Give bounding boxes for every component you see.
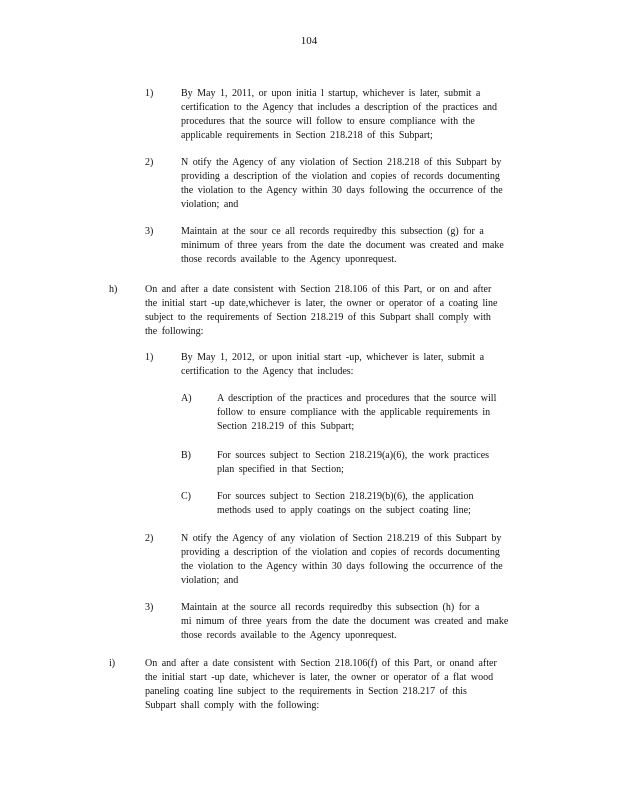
text-line: those records available to the Agency uponrequest. — [181, 630, 397, 641]
text-line: the initial start -up date,whichever is later, the owner or operator of a coating line — [145, 298, 498, 309]
text-line: A description of the practices and procedures that the source will — [217, 393, 497, 404]
item-text — [181, 532, 551, 588]
text-line: those records available to the Agency uponrequest. — [181, 254, 397, 265]
text-line: certification to the Agency that includes: — [181, 366, 354, 377]
text-line: providing a description of the violation and copies of records documenting — [181, 547, 500, 558]
item-marker: 3) — [145, 602, 154, 613]
text-line: For sources subject to Section 218.219(b)(6), the application — [217, 491, 474, 502]
item-text — [217, 449, 537, 477]
text-line: the violation to the Agency within 30 days following the occurrence of the — [181, 185, 503, 196]
item-text — [145, 657, 545, 713]
item-text — [181, 156, 551, 212]
item-text — [181, 225, 551, 267]
item-marker: B) — [181, 450, 191, 461]
text-line: procedures that the source will follow to ensure compliance with the — [181, 116, 475, 127]
item-text — [181, 87, 551, 143]
text-line: mi nimum of three years from the date the document was created and make — [181, 616, 509, 627]
item-marker: A) — [181, 393, 192, 404]
text-line: On and after a date consistent with Section 218.106(f) of this Part, or onand after — [145, 658, 497, 669]
text-line: plan specified in that Section; — [217, 464, 344, 475]
text-line: the following: — [145, 326, 204, 337]
item-marker: C) — [181, 491, 191, 502]
text-line: N otify the Agency of any violation of Section 218.219 of this Subpart by — [181, 533, 502, 544]
item-text — [145, 283, 545, 339]
page-number: 104 — [300, 35, 318, 47]
item-marker: 2) — [145, 157, 154, 168]
text-line: Section 218.219 of this Subpart; — [217, 421, 355, 432]
text-line: certification to the Agency that includes a description of the practices and — [181, 102, 498, 113]
text-line: providing a description of the violation and copies of records documenting — [181, 171, 500, 182]
text-line: paneling coating line subject to the requirements in Section 218.217 of this — [145, 686, 467, 697]
text-line: subject to the requirements of Section 218.219 of this Subpart shall comply with — [145, 312, 491, 323]
item-marker: 2) — [145, 533, 154, 544]
item-text — [181, 351, 551, 379]
text-line: By May 1, 2012, or upon initial start -up, whichever is later, submit a — [181, 352, 485, 363]
text-line: the initial start -up date, whichever is later, the owner or operator of a flat wood — [145, 672, 494, 683]
item-marker: i) — [109, 658, 116, 669]
text-line: Maintain at the source all records requiredby this subsection (h) for a — [181, 602, 480, 613]
item-marker: h) — [109, 284, 118, 295]
text-line: Maintain at the sour ce all records requiredby this subsection (g) for a — [181, 226, 484, 237]
text-line: follow to ensure compliance with the applicable requirements in — [217, 407, 491, 418]
text-line: minimum of three years from the date the document was created and make — [181, 240, 504, 251]
item-marker: 1) — [145, 352, 154, 363]
text-line: methods used to apply coatings on the subject coating line; — [217, 505, 471, 516]
item-text — [217, 392, 537, 434]
text-line: By May 1, 2011, or upon initia l startup, whichever is later, submit a — [181, 88, 481, 99]
text-line: On and after a date consistent with Section 218.106 of this Part, or on and after — [145, 284, 492, 295]
text-line: Subpart shall comply with the following: — [145, 700, 320, 711]
text-line: N otify the Agency of any violation of Section 218.218 of this Subpart by — [181, 157, 502, 168]
text-line: For sources subject to Section 218.219(a)(6), the work practices — [217, 450, 490, 461]
item-marker: 1) — [145, 88, 154, 99]
text-line: violation; and — [181, 199, 239, 210]
item-marker: 3) — [145, 226, 154, 237]
item-text — [181, 601, 551, 643]
item-text — [217, 490, 537, 518]
text-line: violation; and — [181, 575, 239, 586]
text-line: applicable requirements in Section 218.218 of this Subpart; — [181, 130, 433, 141]
text-line: the violation to the Agency within 30 days following the occurrence of the — [181, 561, 503, 572]
